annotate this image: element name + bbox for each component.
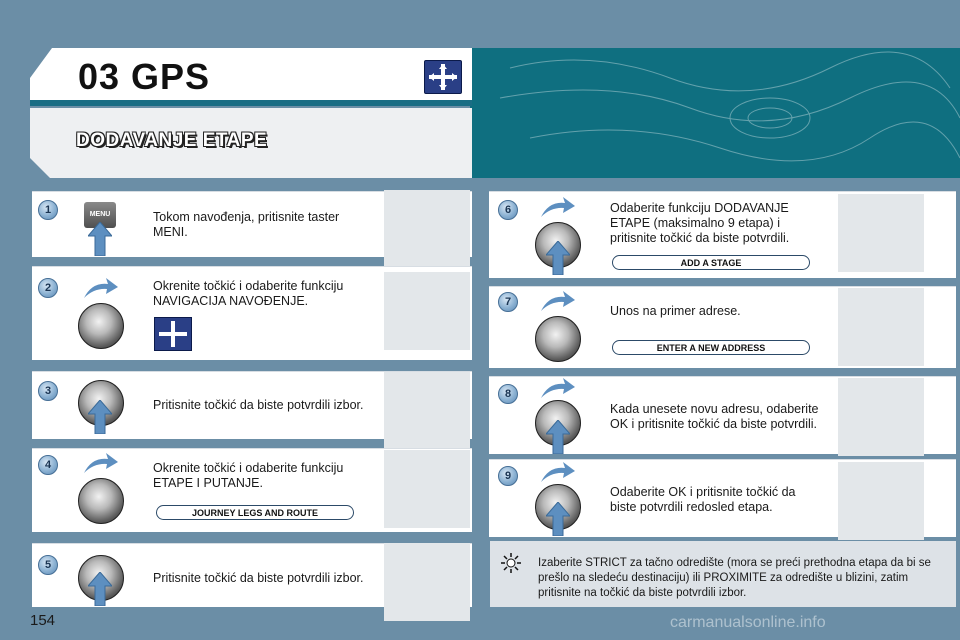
radio-unit-icon xyxy=(384,372,470,450)
step-text-7: Unos na primer adrese. xyxy=(610,304,741,318)
radio-unit-icon xyxy=(384,190,470,268)
header-divider xyxy=(30,100,472,106)
press-arrow-icon xyxy=(88,572,112,606)
press-arrow-icon xyxy=(546,241,570,275)
press-arrow-icon xyxy=(546,420,570,454)
rotate-arrow-icon xyxy=(539,378,575,400)
press-arrow-icon xyxy=(88,222,112,256)
knob-icon xyxy=(78,303,124,349)
step-number-badge: 9 xyxy=(498,466,518,486)
rotate-arrow-icon xyxy=(539,462,575,484)
radio-unit-icon xyxy=(384,272,470,350)
step-text-3: Pritisnite točkić da biste potvrdili izbor. xyxy=(153,398,364,412)
knob-icon xyxy=(535,316,581,362)
rotate-arrow-icon xyxy=(82,278,118,300)
section-title: DODAVANJE ETAPE xyxy=(76,130,268,151)
sun-icon xyxy=(500,552,522,574)
knob-icon xyxy=(78,478,124,524)
rotate-arrow-icon xyxy=(82,453,118,475)
radio-unit-icon xyxy=(384,543,470,621)
radio-unit-icon xyxy=(384,450,470,528)
contour-map-decoration xyxy=(470,48,960,178)
screen-label-pill: ADD A STAGE xyxy=(612,255,810,270)
press-arrow-icon xyxy=(88,400,112,434)
screen-label-pill: ENTER A NEW ADDRESS xyxy=(612,340,810,355)
step-text-8: Kada unesete novu adresu, odaberite OK i pritisnite točkić da biste potvrdili. xyxy=(610,402,819,431)
radio-unit-icon xyxy=(838,462,924,540)
radio-unit-icon xyxy=(838,288,924,366)
step-number-badge: 7 xyxy=(498,292,518,312)
step-text-2: Okrenite točkić i odaberite funkciju NAVIGACIJA NAVOĐENJE. xyxy=(153,279,344,308)
step-number-badge: 3 xyxy=(38,381,58,401)
page-number: 154 xyxy=(30,612,56,629)
step-number-badge: 8 xyxy=(498,384,518,404)
rotate-arrow-icon xyxy=(539,291,575,313)
step-number-badge: 6 xyxy=(498,200,518,220)
chapter-title: 03 GPS xyxy=(78,56,211,97)
radio-unit-icon xyxy=(838,194,924,272)
step-text-4: Okrenite točkić i odaberite funkciju ETAPE I PUTANJE. xyxy=(153,461,344,490)
navigation-icon xyxy=(424,60,462,94)
tip-text: Izaberite STRICT za tačno odredište (mora se preći prethodna etapa da bi se prešlo na sledeću destinaciju) ili PROXIMITE za odredište u blizini, zatim pritisnite na točkić da biste potvrdili izbor. xyxy=(538,557,931,599)
navigation-icon xyxy=(154,317,192,351)
step-text-6: Odaberite funkciju DODAVANJE ETAPE (maksimalno 9 etapa) i pritisnite točkić da biste potvrdili. xyxy=(610,201,790,245)
step-text-9: Odaberite OK i pritisnite točkić da biste potvrdili redosled etapa. xyxy=(610,485,796,514)
step-number-badge: 5 xyxy=(38,555,58,575)
press-arrow-icon xyxy=(546,502,570,536)
watermark: carmanualsonline.info xyxy=(670,614,826,631)
step-text-5: Pritisnite točkić da biste potvrdili izbor. xyxy=(153,571,364,585)
screen-label-pill: JOURNEY LEGS AND ROUTE xyxy=(156,505,354,520)
menu-button-icon: MENU xyxy=(84,202,116,228)
rotate-arrow-icon xyxy=(539,197,575,219)
step-number-badge: 1 xyxy=(38,200,58,220)
radio-unit-icon xyxy=(838,378,924,456)
step-number-badge: 2 xyxy=(38,278,58,298)
step-text-1: Tokom navođenja, pritisnite taster MENI. xyxy=(153,210,340,239)
step-number-badge: 4 xyxy=(38,455,58,475)
